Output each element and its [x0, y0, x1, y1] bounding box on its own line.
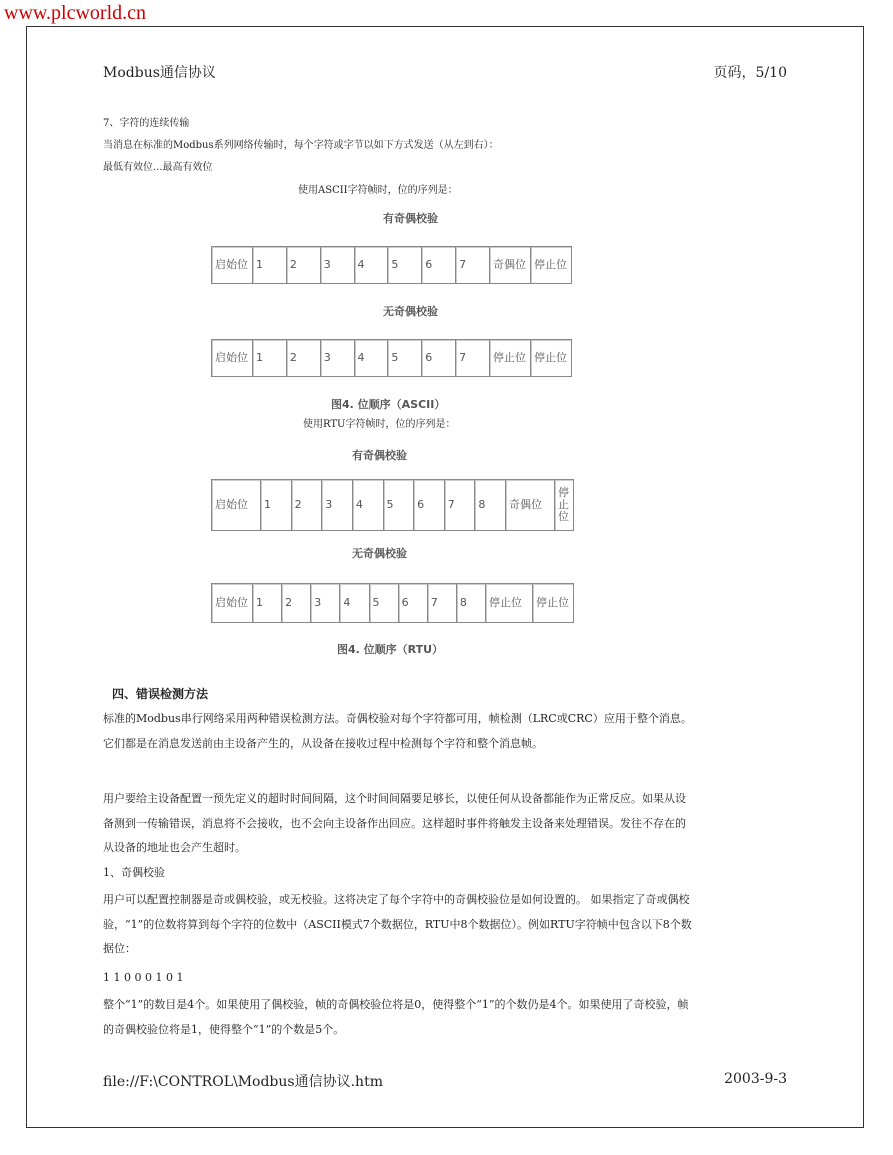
cell-bit-4: 4 — [340, 584, 369, 623]
rtu-noparity-table — [211, 583, 574, 623]
cell-bit-4: 4 — [352, 480, 383, 531]
cell-bit-1: 1 — [253, 247, 287, 284]
ascii-noparity-table — [211, 339, 572, 377]
cell-bit-1: 1 — [253, 340, 287, 377]
cell-bit-7: 7 — [456, 340, 490, 377]
cell-bit-5: 5 — [388, 247, 422, 284]
rtu-caption: 图4. 位顺序（RTU） — [337, 643, 444, 656]
ascii-intro: 使用ASCII字符帧时，位的序列是： — [298, 185, 458, 196]
cell-bit-1: 1 — [253, 584, 282, 623]
cell-start-bit: 启始位 — [212, 247, 253, 284]
cell-bit-4: 4 — [354, 247, 388, 284]
cell-bit-2: 2 — [286, 247, 320, 284]
cell-bit-3: 3 — [311, 584, 340, 623]
cell-start-bit: 启始位 — [212, 340, 253, 377]
cell-stop-bit: 停止位 — [531, 340, 572, 377]
bits-example: 1 1 0 0 0 1 0 1 — [103, 971, 184, 984]
cell-start-bit: 启始位 — [212, 480, 261, 531]
cell-stop-bit: 停止位 — [533, 584, 574, 623]
ascii-parity-table — [211, 246, 572, 284]
rtu-noparity-title: 无奇偶校验 — [352, 547, 407, 560]
section4-paragraph-1: 标准的Modbus串行网络采用两种错误检测方法。奇偶校验对每个字符都可用，帧检测（LRC或CRC）应用于整个消息。它们都是在消息发送前由主设备产生的，从设备在接收过程中检测每个字符和整个消息帧。 — [103, 712, 692, 750]
section7-line1: 当消息在标准的Modbus系列网络传输时，每个字符或字节以如下方式发送（从左到右）： — [103, 140, 499, 151]
section7-line2: 最低有效位...最高有效位 — [103, 162, 213, 173]
rtu-parity-title: 有奇偶校验 — [352, 449, 407, 462]
header-page-number: 页码，5/10 — [713, 65, 787, 81]
section4-paragraph-3: 用户可以配置控制器是奇或偶校验，或无校验。这将决定了每个字符中的奇偶校验位是如何设置的。 如果指定了奇或偶校验，“1”的位数将算到每个字符的位数中（ASCII模式7个数据位，RTU中8个数据位）。例如RTU字符帧中包含以下8个数据位： — [103, 893, 692, 955]
cell-bit-5: 5 — [369, 584, 398, 623]
cell-bit-6: 6 — [422, 247, 456, 284]
cell-bit-5: 5 — [383, 480, 414, 531]
footer-date: 2003-9-3 — [724, 1071, 787, 1087]
cell-stop-bit: 停止位 — [531, 247, 572, 284]
ascii-caption: 图4. 位顺序（ASCII） — [331, 398, 446, 411]
footer-file-path: file://F:\CONTROL\Modbus通信协议.htm — [103, 1074, 383, 1090]
section4-paragraph-4: 整个“1”的数目是4个。如果使用了偶校验，帧的奇偶校验位将是0，使得整个“1”的个数仍是4个。如果使用了奇校验，帧的奇偶校验位将是1，使得整个“1”的个数是5个。 — [103, 998, 689, 1036]
section7-heading: 7、字符的连续传输 — [103, 118, 190, 129]
cell-bit-8: 8 — [456, 584, 485, 623]
cell-bit-3: 3 — [320, 247, 354, 284]
header-title: Modbus通信协议 — [103, 65, 216, 81]
rtu-parity-table — [211, 479, 574, 531]
cell-bit-1: 1 — [261, 480, 292, 531]
cell-bit-3: 3 — [322, 480, 353, 531]
parity-subheading: 1、奇偶校验 — [103, 866, 165, 879]
cell-bit-8: 8 — [475, 480, 506, 531]
cell-bit-7: 7 — [427, 584, 456, 623]
cell-bit-7: 7 — [456, 247, 490, 284]
cell-bit-5: 5 — [388, 340, 422, 377]
section4-title: 四、错误检测方法 — [112, 687, 209, 701]
cell-bit-2: 2 — [291, 480, 322, 531]
rtu-intro: 使用RTU字符帧时，位的序列是： — [303, 419, 456, 430]
cell-bit-6: 6 — [398, 584, 427, 623]
cell-start-bit: 启始位 — [212, 584, 253, 623]
ascii-parity-title: 有奇偶校验 — [383, 212, 438, 225]
cell-stop-bit: 停止位 — [555, 480, 574, 531]
cell-bit-2: 2 — [286, 340, 320, 377]
ascii-noparity-title: 无奇偶校验 — [383, 305, 438, 318]
section4-paragraph-2: 用户要给主设备配置一预先定义的超时时间间隔，这个时间间隔要足够长，以使任何从设备都能作为正常反应。如果从设备测到一传输错误，消息将不会接收，也不会向主设备作出回应。这样超时事件将触发主设备来处理错误。发往不存在的从设备的地址也会产生超时。 — [103, 792, 686, 854]
cell-bit-2: 2 — [282, 584, 311, 623]
cell-stop-bit: 停止位 — [490, 340, 531, 377]
cell-bit-7: 7 — [444, 480, 475, 531]
cell-bit-6: 6 — [422, 340, 456, 377]
watermark-link[interactable]: www.plcworld.cn — [4, 2, 147, 24]
cell-bit-4: 4 — [354, 340, 388, 377]
cell-bit-3: 3 — [320, 340, 354, 377]
cell-stop-bit: 停止位 — [486, 584, 533, 623]
cell-parity-bit: 奇偶位 — [506, 480, 555, 531]
cell-bit-6: 6 — [414, 480, 445, 531]
cell-parity-bit: 奇偶位 — [490, 247, 531, 284]
